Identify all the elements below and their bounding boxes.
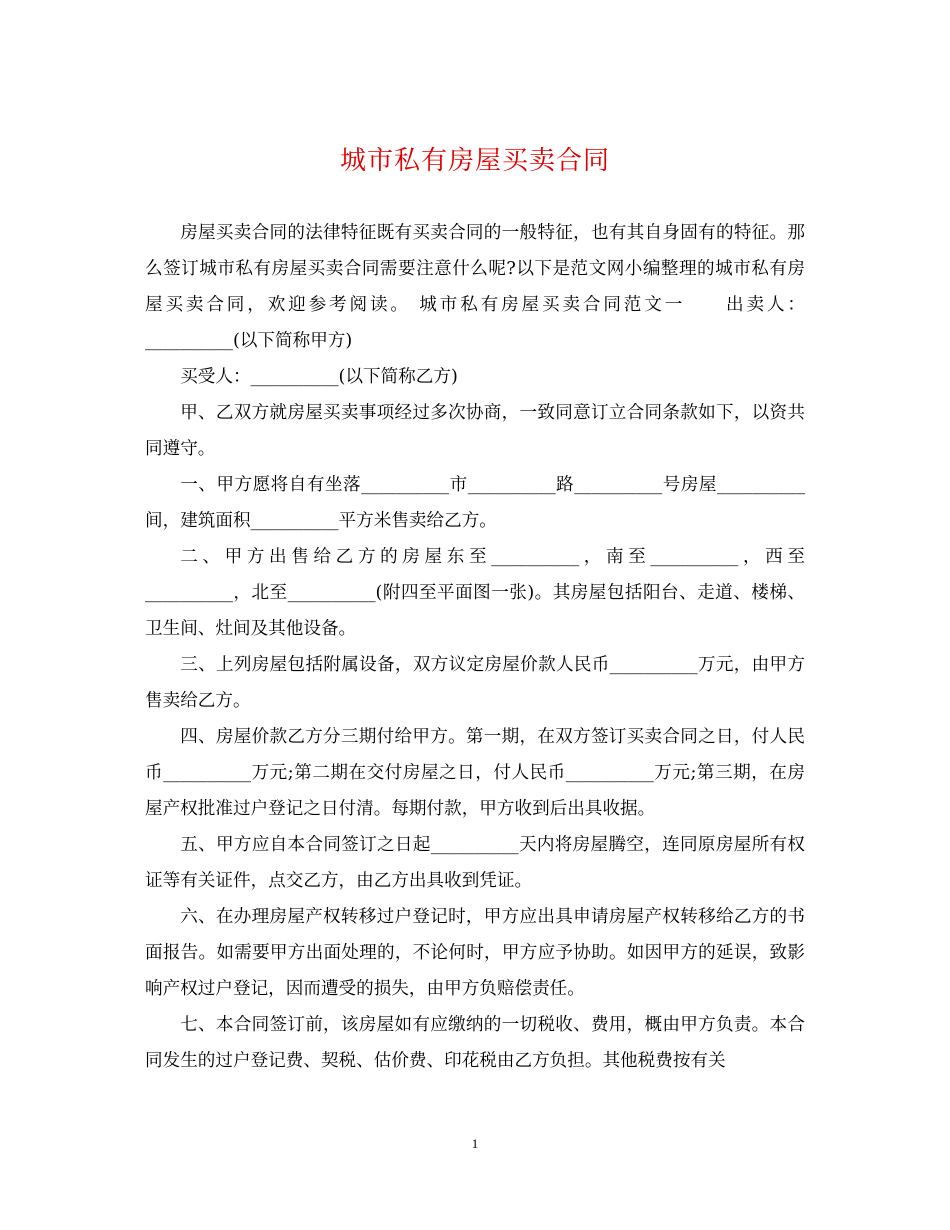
paragraph-clause-7: 七、本合同签订前，该房屋如有应缴纳的一切税收、费用，概由甲方负责。本合同发生的过户登记费、契税、估价费、印花税由乙方负担。其他税费按有关 — [145, 1015, 805, 1071]
document-body — [145, 215, 805, 1079]
paragraph-clause-5: 五、甲方应自本合同签订之日起__________天内将房屋腾空，连同原房屋所有权证等有关证件，点交乙方，由乙方出具收到凭证。 — [145, 835, 805, 891]
paragraph-clause-2: 二、甲方出售给乙方的房屋东至__________，南至__________，西至__________，北至__________(附四至平面图一张)。其房屋包括阳台、走道、楼梯、卫生间、灶间及其他设备。 — [145, 547, 805, 639]
paragraph-clause-6: 六、在办理房屋产权转移过户登记时，甲方应出具申请房屋产权转移给乙方的书面报告。如需要甲方出面处理的，不论何时，甲方应予协助。如因甲方的延误，致影响产权过户登记，因而遭受的损失，由甲方负赔偿责任。 — [145, 907, 805, 999]
paragraph-clause-1: 一、甲方愿将自有坐落__________市__________路__________号房屋__________间，建筑面积__________平方米售卖给乙方。 — [145, 475, 805, 531]
document-title: 城市私有房屋买卖合同 — [339, 146, 610, 176]
paragraph-buyer: 买受人：__________(以下简称乙方) — [180, 367, 458, 387]
paragraph-clause-3: 三、上列房屋包括附属设备，双方议定房屋价款人民币__________万元，由甲方售卖给乙方。 — [145, 655, 805, 711]
paragraph-intro: 房屋买卖合同的法律特征既有买卖合同的一般特征，也有其自身固有的特征。那么签订城市私有房屋买卖合同需要注意什么呢?以下是范文网小编整理的城市私有房屋买卖合同，欢迎参考阅读。 城市私有房屋买卖合同范文一 出卖人：__________(以下简称甲方) — [145, 223, 805, 351]
paragraph-clause-4: 四、房屋价款乙方分三期付给甲方。第一期，在双方签订买卖合同之日，付人民币__________万元;第二期在交付房屋之日，付人民币__________万元;第三期，在房屋产权批准过户登记之日付清。每期付款，甲方收到后出具收据。 — [145, 727, 805, 819]
page-number: 1 — [471, 1136, 479, 1151]
paragraph-agreement: 甲、乙双方就房屋买卖事项经过多次协商，一致同意订立合同条款如下，以资共同遵守。 — [145, 403, 805, 459]
